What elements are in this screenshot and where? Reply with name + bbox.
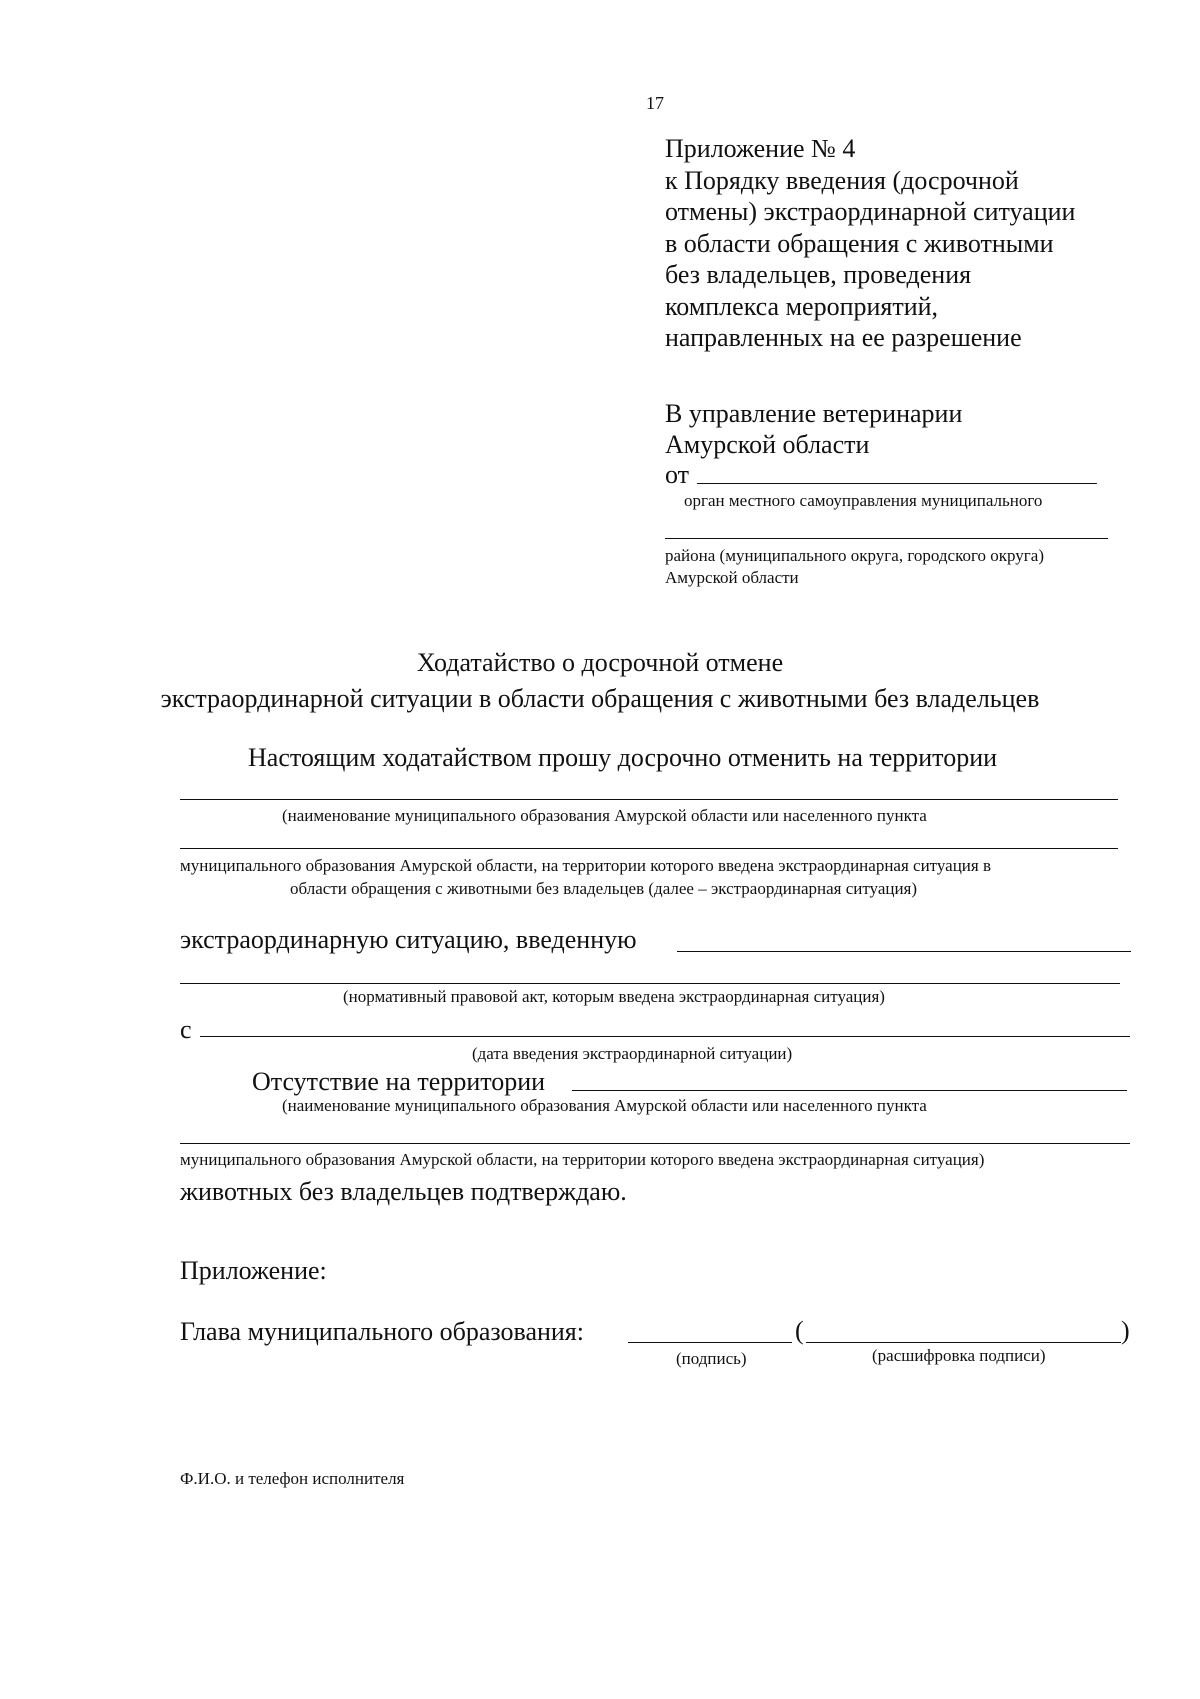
signature-hint: (подпись) xyxy=(676,1349,747,1368)
appendix-line: к Порядку введения (досрочной xyxy=(665,165,1019,195)
from-hint-3: Амурской области xyxy=(665,568,799,587)
from-label: от xyxy=(665,460,690,489)
decoding-hint: (расшифровка подписи) xyxy=(872,1346,1046,1365)
territory-hint-2: муниципального образования Амурской области, на территории которого введена экстраординарная ситуация в xyxy=(180,856,992,875)
appendix-line: в области обращения с животными xyxy=(665,228,1054,258)
document-title-2: экстраординарной ситуации в области обращения с животными без владельцев xyxy=(160,684,1040,713)
absence-hint-1: (наименование муниципального образования Амурской области или населенного пункта xyxy=(282,1096,927,1115)
territory-blank-line-1[interactable] xyxy=(180,799,1118,800)
recipient-line-1: В управление ветеринарии xyxy=(665,399,963,428)
from-hint-2: района (муниципального округа, городского округа) xyxy=(665,546,1044,565)
executor-label: Ф.И.О. и телефон исполнителя xyxy=(180,1469,405,1488)
appendix-line: отмены) экстраординарной ситуации xyxy=(665,197,1076,226)
confirm-text: животных без владельцев подтверждаю. xyxy=(180,1177,627,1206)
absence-text: Отсутствие на территории xyxy=(252,1067,546,1096)
close-paren: ) xyxy=(1121,1316,1130,1345)
appendix-line: без владельцев, проведения xyxy=(665,260,972,289)
appendix-header xyxy=(665,133,1075,354)
appendix-line: комплекса мероприятий, xyxy=(665,291,939,321)
situation-introduced-text: экстраординарную ситуацию, введенную xyxy=(180,925,637,954)
territory-blank-line-2[interactable] xyxy=(180,848,1118,849)
absence-blank-line[interactable] xyxy=(572,1090,1127,1091)
recipient-line-2: Амурской области xyxy=(665,430,870,459)
act-hint: (нормативный правовой акт, которым введена экстраординарная ситуация) xyxy=(343,987,885,1006)
appendix-line: Приложение № 4 xyxy=(665,134,856,163)
from-blank-line[interactable] xyxy=(697,483,1097,484)
attachment-label: Приложение: xyxy=(180,1256,327,1285)
page-number: 17 xyxy=(646,93,664,113)
date-blank-line[interactable] xyxy=(200,1036,1130,1037)
act-blank-line-1[interactable] xyxy=(677,951,1131,952)
from-hint-1: орган местного самоуправления муниципального xyxy=(684,491,1043,510)
recipient-block xyxy=(665,398,962,460)
territory-hint-1: (наименование муниципального образования Амурской области или населенного пункта xyxy=(282,806,927,825)
date-hint: (дата введения экстраординарной ситуации) xyxy=(472,1044,793,1063)
appendix-line: направленных на ее разрешение xyxy=(665,323,1022,352)
open-paren: ( xyxy=(795,1316,804,1345)
absence-blank-line-2[interactable] xyxy=(180,1143,1130,1144)
act-blank-line-2[interactable] xyxy=(180,983,1120,984)
decoding-blank-line[interactable] xyxy=(806,1342,1121,1343)
signature-blank-line[interactable] xyxy=(628,1342,792,1343)
head-label: Глава муниципального образования: xyxy=(180,1317,584,1346)
from-blank-line-2[interactable] xyxy=(665,538,1108,539)
intro-text: Настоящим ходатайством прошу досрочно отменить на территории xyxy=(248,743,998,772)
since-label: с xyxy=(180,1015,192,1044)
document-title-1: Ходатайство о досрочной отмене xyxy=(416,648,784,677)
absence-hint-2: муниципального образования Амурской области, на территории которого введена экстраординарная ситуация) xyxy=(180,1150,985,1169)
territory-hint-3: области обращения с животными без владельцев (далее – экстраординарная ситуация) xyxy=(290,879,918,898)
